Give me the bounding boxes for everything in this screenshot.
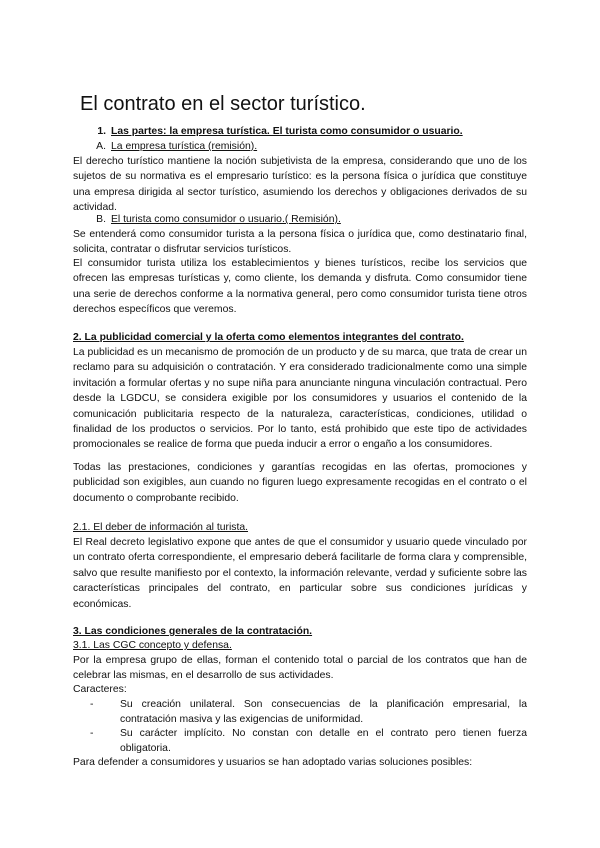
list-item-text: Su carácter implícito. No constan con detalle en el contrato pero tienen fuerza obligatoria. bbox=[120, 728, 527, 755]
list-dash: - bbox=[90, 728, 94, 739]
subsection-b-paragraph-2: El consumidor turista utiliza los establecimientos y bienes turísticos, recibe los servicios que ofrecen las empresas turísticas y, como cliente, los demanda y disfruta. Como consumidor tiene una serie de derechos conforme a la normativa general, pero como consumidor turista tiene otros derechos específicos que veremos. bbox=[73, 258, 527, 316]
caracteres-label: Caracteres: bbox=[73, 684, 127, 695]
section-1-heading bbox=[73, 124, 527, 139]
document-title: El contrato en el sector turístico. bbox=[80, 93, 366, 115]
subsection-b-title: El turista como consumidor o usuario.( Remisión). bbox=[111, 214, 341, 225]
list-item bbox=[90, 697, 527, 728]
section-2-1-paragraph: El Real decreto legislativo expone que antes de que el consumidor y usuario quede vinculado por un contrato oferta correspondiente, el empresario deberá facilitarle de forma clara y comprensible, salvo que resulte manifiesto por el contexto, la información relevante, verdad y suficiente sobre las características principales del contrato, en particular sobre sus condiciones jurídicas y económicas. bbox=[73, 537, 527, 610]
subsection-a-letter: A. bbox=[96, 141, 106, 152]
section-2-title: 2. La publicidad comercial y la oferta como elementos integrantes del contrato. bbox=[73, 332, 464, 343]
subsection-b-paragraph-1: Se entenderá como consumidor turista a la persona física o jurídica que, como destinatario final, solicita, contratar o disfrutar servicios turísticos. bbox=[73, 229, 527, 256]
section-3-1-paragraph: Por la empresa grupo de ellas, forman el contenido total o parcial de los contratos que han de celebrar las mismas, en el desarrollo de sus actividades. bbox=[73, 655, 527, 682]
subsection-b-letter: B. bbox=[96, 214, 106, 225]
list-dash: - bbox=[90, 699, 94, 710]
section-2-heading bbox=[73, 330, 527, 345]
subsection-b-heading bbox=[73, 212, 527, 227]
section-2-1-title: 2.1. El deber de información al turista. bbox=[73, 522, 249, 533]
section-3-closing-paragraph: Para defender a consumidores y usuarios se han adoptado varias soluciones posibles: bbox=[73, 757, 473, 768]
section-3-1-heading bbox=[73, 638, 527, 653]
subsection-a-title: La empresa turística (remisión). bbox=[111, 141, 258, 152]
section-2-paragraph-2: Todas las prestaciones, condiciones y garantías recogidas en las ofertas, promociones y publicidad son exigibles, aun cuando no figuren luego expresamente recogidas en el contrato o el documento o comprobante recibido. bbox=[73, 462, 527, 504]
list-item bbox=[90, 726, 527, 757]
section-2-1-heading bbox=[73, 520, 527, 535]
section-1-title: Las partes: la empresa turística. El turista como consumidor o usuario. bbox=[111, 126, 463, 137]
section-3-1-title: 3.1. Las CGC concepto y defensa. bbox=[73, 640, 232, 651]
section-3-title: 3. Las condiciones generales de la contratación. bbox=[73, 626, 313, 637]
subsection-a-paragraph: El derecho turístico mantiene la noción subjetivista de la empresa, considerando que uno de los sujetos de su normativa es el empresario turístico: es la persona física o jurídica que constituye una empresa dirigida al sector turístico, asumiendo los derechos y obligaciones derivados de su actividad. bbox=[73, 156, 527, 214]
section-2-paragraph-1: La publicidad es un mecanismo de promoción de un producto y de su marca, que trata de crear un reclamo para su adquisición o contratación. Y era considerado tradicionalmente como una simple invitación a formular ofertas y no supe niña para anunciante ninguna vinculación contractual. Pero desde la LGDCU, se considera exigible por los consumidores y usuarios el contenido de la comunicación publicitaria respecto de la naturaleza, características, condiciones, utilidad o finalidad de los productos o servicios. Por lo tanto, está prohibido que este tipo de actividades promocionales se realice de forma que pueda inducir a error o engaño a los consumidores. bbox=[73, 347, 527, 451]
subsection-a-heading bbox=[73, 139, 527, 154]
list-item-text: Su creación unilateral. Son consecuencias de la planificación empresarial, la contratación masiva y las exigencias de uniformidad. bbox=[120, 699, 527, 726]
section-1-number: 1. bbox=[97, 126, 106, 137]
